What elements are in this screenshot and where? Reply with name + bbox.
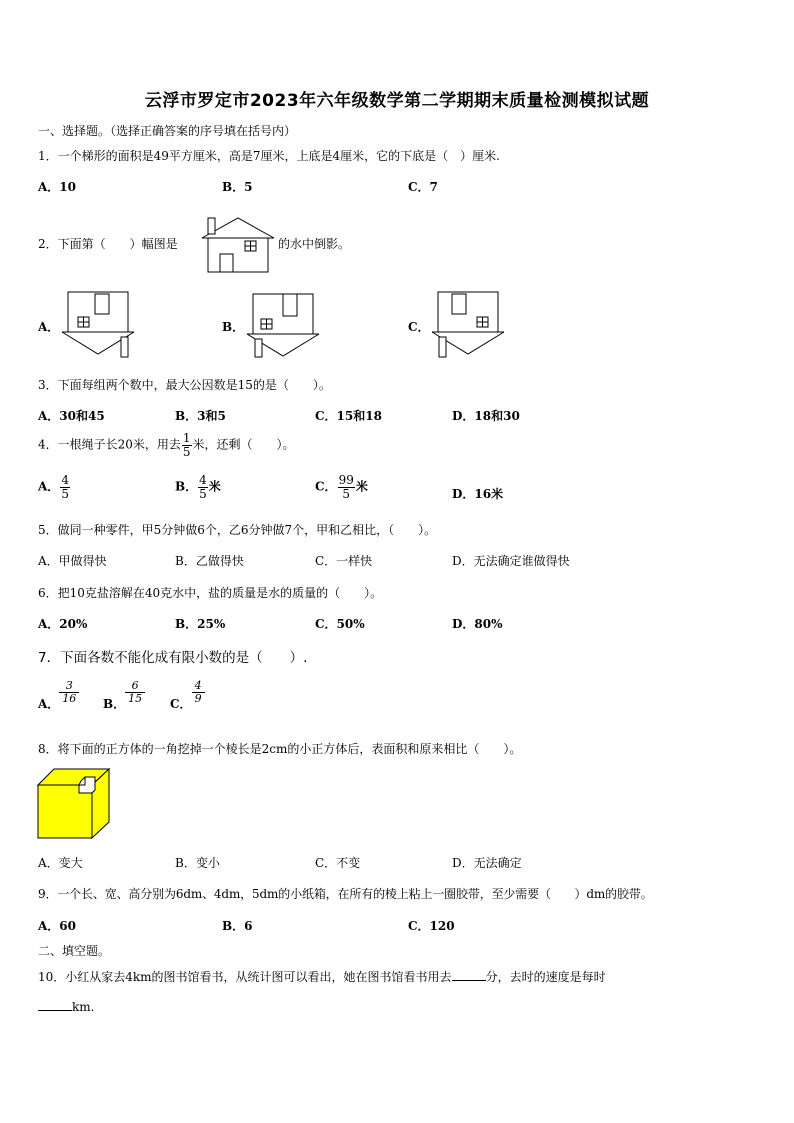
house-icon	[200, 216, 276, 274]
q6-option-b: B．25%	[175, 617, 226, 631]
q5-option-b: B．乙做得快	[175, 554, 244, 568]
q8-option-c: C．不变	[315, 856, 361, 870]
answer-blank-1[interactable]	[452, 980, 486, 981]
q1-option-a: A．10	[38, 180, 77, 194]
q3-option-d: D．18和30	[452, 409, 520, 423]
q9-option-a: A．60	[38, 919, 77, 933]
question-10-text-2: 分，去时的速度是每时	[485, 970, 606, 984]
q5-option-d: D．无法确定谁做得快	[452, 554, 570, 568]
section-heading-fill: 二、填空题。	[38, 944, 111, 958]
reflection-b-icon	[245, 292, 323, 360]
question-1-text: 1．一个梯形的面积是49平方厘米，高是7厘米，上底是4厘米，它的下底是（ ）厘米.	[38, 149, 500, 163]
page-title: 云浮市罗定市2023年六年级数学第二学期期末质量检测模拟试题	[144, 91, 650, 111]
q6-option-c: C．50%	[315, 617, 365, 631]
question-2-text-after: 的水中倒影。	[278, 237, 351, 251]
q5-option-a: A．甲做得快	[38, 554, 107, 568]
q1-option-b: B．5	[222, 180, 253, 194]
q2-option-a: A．	[38, 320, 60, 334]
q2-option-b: B．	[222, 320, 245, 334]
q5-option-c: C．一样快	[315, 554, 373, 568]
q4-option-b: B． $\frac{4}{5}$ 米	[175, 473, 221, 501]
question-6-text: 6．把10克盐溶解在40克水中，盐的质量是水的质量的（ ）。	[38, 586, 383, 600]
q2-option-c: C．	[408, 320, 430, 334]
reflection-a-icon	[60, 290, 138, 360]
q8-option-d: D．无法确定	[452, 856, 522, 870]
question-10-line1	[38, 968, 606, 985]
q3-option-b: B．3和5	[175, 409, 226, 423]
q4-option-d: D．16米	[452, 487, 504, 501]
question-9-text: 9．一个长、宽、高分别为6dm、4dm，5dm的小纸箱，在所有的棱上粘上一圈胶带，至少需要（ ）dm的胶带。	[38, 887, 653, 901]
q4-fraction: $\frac{1}{5}$	[182, 431, 191, 459]
section-heading-choice: 一、选择题。（选择正确答案的序号填在括号内）	[38, 124, 297, 138]
q6-option-d: D．80%	[452, 617, 503, 631]
question-4	[38, 432, 295, 458]
question-4-text-after: 米，还剩（ ）。	[192, 437, 295, 452]
question-10-line2	[38, 1000, 94, 1014]
q4-option-a: A． $\frac{4}{5}$	[38, 473, 69, 501]
question-2-text-before: 2．下面第（ ）幅图是	[38, 237, 178, 251]
question-3-text: 3．下面每组两个数中，最大公因数是15的是（ ）。	[38, 378, 331, 392]
question-8-text: 8．将下面的正方体的一角挖掉一个棱长是2cm的小正方体后，表面积和原来相比（ ）。	[38, 742, 522, 756]
q7-option-a: A． $\frac{3}{16}$	[38, 680, 79, 705]
question-10-text-3: km.	[72, 1000, 95, 1014]
question-5-text: 5．做同一种零件，甲5分钟做6个，乙6分钟做7个，甲和乙相比，（ ）。	[38, 523, 437, 537]
q8-option-b: B．变小	[175, 856, 220, 870]
q6-option-a: A．20%	[38, 617, 88, 631]
reflection-c-icon	[430, 290, 508, 360]
answer-blank-2[interactable]	[38, 1010, 72, 1011]
q7-option-c: C． $\frac{4}{9}$	[170, 680, 205, 705]
q3-option-a: A．30和45	[38, 409, 105, 423]
q7-option-b: B． $\frac{6}{15}$	[103, 680, 145, 705]
q9-option-c: C．120	[408, 919, 455, 933]
question-10-text-1: 10．小红从家去4km的图书馆看书，从统计图可以看出，她在图书馆看书用去	[38, 970, 452, 984]
cube-cutout-icon	[37, 768, 113, 840]
q4-option-c: C． $\frac{99}{5}$ 米	[315, 473, 368, 501]
q3-option-c: C．15和18	[315, 409, 382, 423]
q8-option-a: A．变大	[38, 856, 83, 870]
q1-option-c: C．7	[408, 180, 438, 194]
q9-option-b: B．6	[222, 919, 253, 933]
question-4-text-before: 4．一根绳子长20米，用去	[38, 437, 181, 452]
question-7-text: 7．下面各数不能化成有限小数的是（ ）.	[38, 650, 308, 666]
